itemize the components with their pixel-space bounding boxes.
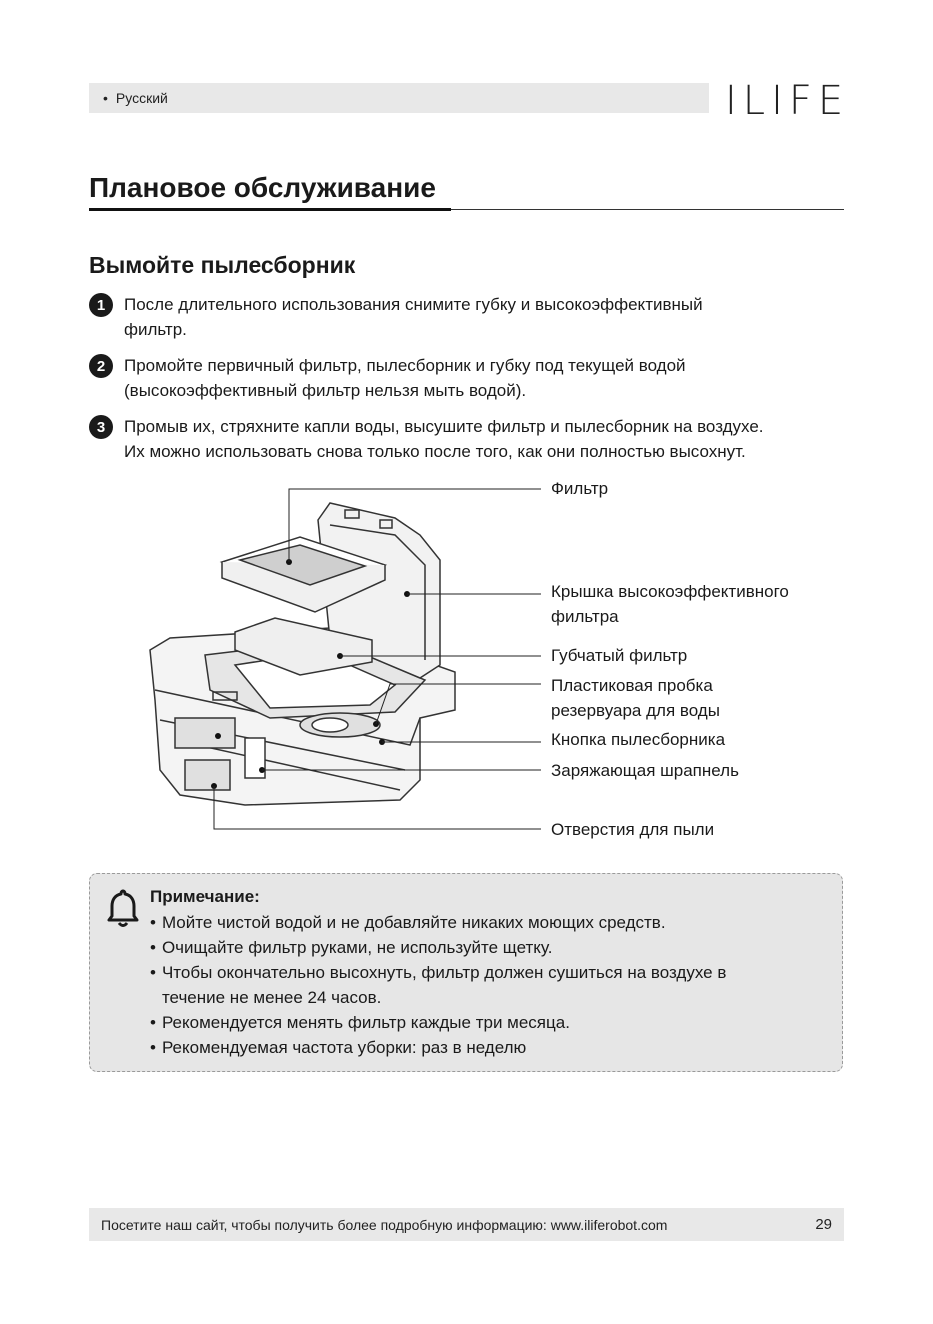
callout-line: Губчатый фильтр xyxy=(551,646,688,665)
callout-line: Фильтр xyxy=(551,479,609,498)
step-line: После длительного использования снимите губку и высокоэффективный xyxy=(124,295,703,314)
step-2 xyxy=(89,353,869,403)
step-text xyxy=(124,353,686,403)
step-number-badge: 3 xyxy=(89,415,113,439)
language-label: • Русский xyxy=(103,90,168,106)
note-line: • Рекомендуемая частота уборки: раз в неделю xyxy=(161,1038,527,1057)
bell-icon xyxy=(106,888,140,928)
step-line: Их можно использовать снова только после того, как они полностью высохнут. xyxy=(124,442,746,461)
callout-sponge-filter xyxy=(551,643,687,668)
header-bar xyxy=(89,83,709,113)
note-item xyxy=(150,910,840,935)
callout-dust-holes xyxy=(551,817,714,842)
step-line: фильтр. xyxy=(124,320,187,339)
callout-charging-contact xyxy=(551,758,739,783)
footer-text: Посетите наш сайт, чтобы получить более подробную информацию: www.iliferobot.com xyxy=(101,1216,668,1233)
section-title: Вымойте пылесборник xyxy=(89,252,356,278)
step-number-badge: 1 xyxy=(89,293,113,317)
note-line: течение не менее 24 часов. xyxy=(161,988,382,1007)
dustbin-illustration xyxy=(150,503,455,805)
page-number: 29 xyxy=(815,1216,832,1233)
step-line: Промойте первичный фильтр, пылесборник и губку под текущей водой xyxy=(124,356,686,375)
callout-hepa-cover xyxy=(551,579,789,629)
page-title: Плановое обслуживание xyxy=(89,172,436,203)
callout-line: Пластиковая пробка xyxy=(551,676,713,695)
step-text xyxy=(124,292,703,342)
note-item xyxy=(150,935,840,960)
ilife-logo: ILIFE xyxy=(725,78,850,124)
note-line: • Чтобы окончательно высохнуть, фильтр должен сушиться на воздухе в xyxy=(161,963,727,982)
note-box xyxy=(89,873,843,1072)
note-list xyxy=(150,910,840,1060)
title-underline xyxy=(89,208,451,211)
step-number-badge: 2 xyxy=(89,354,113,378)
callout-water-plug xyxy=(551,673,720,723)
note-title: Примечание: xyxy=(150,887,260,906)
step-line: Промыв их, стряхните капли воды, высушите фильтр и пылесборник на воздухе. xyxy=(124,417,764,436)
step-line: (высокоэффективный фильтр нельзя мыть водой). xyxy=(124,381,527,400)
callout-line: Отверстия для пыли xyxy=(551,820,715,839)
footer-bar xyxy=(89,1208,844,1241)
callout-line: резервуара для воды xyxy=(551,701,720,720)
note-item xyxy=(150,1010,840,1035)
callout-line: Заряжающая шрапнель xyxy=(551,761,739,780)
dustbin-diagram xyxy=(140,478,860,848)
step-1 xyxy=(89,292,869,342)
callout-line: Крышка высокоэффективного xyxy=(551,582,789,601)
callout-line: фильтра xyxy=(551,607,619,626)
note-item xyxy=(150,1035,840,1060)
callout-filter xyxy=(551,476,608,501)
step-text xyxy=(124,414,764,464)
note-line: • Мойте чистой водой и не добавляйте никаких моющих средств. xyxy=(161,913,666,932)
note-item xyxy=(150,960,840,1010)
callout-dustbin-button xyxy=(551,727,725,752)
note-line: • Рекомендуется менять фильтр каждые три месяца. xyxy=(161,1013,570,1032)
note-line: • Очищайте фильтр руками, не используйте щетку. xyxy=(161,938,553,957)
step-3 xyxy=(89,414,869,464)
callout-line: Кнопка пылесборника xyxy=(551,730,726,749)
